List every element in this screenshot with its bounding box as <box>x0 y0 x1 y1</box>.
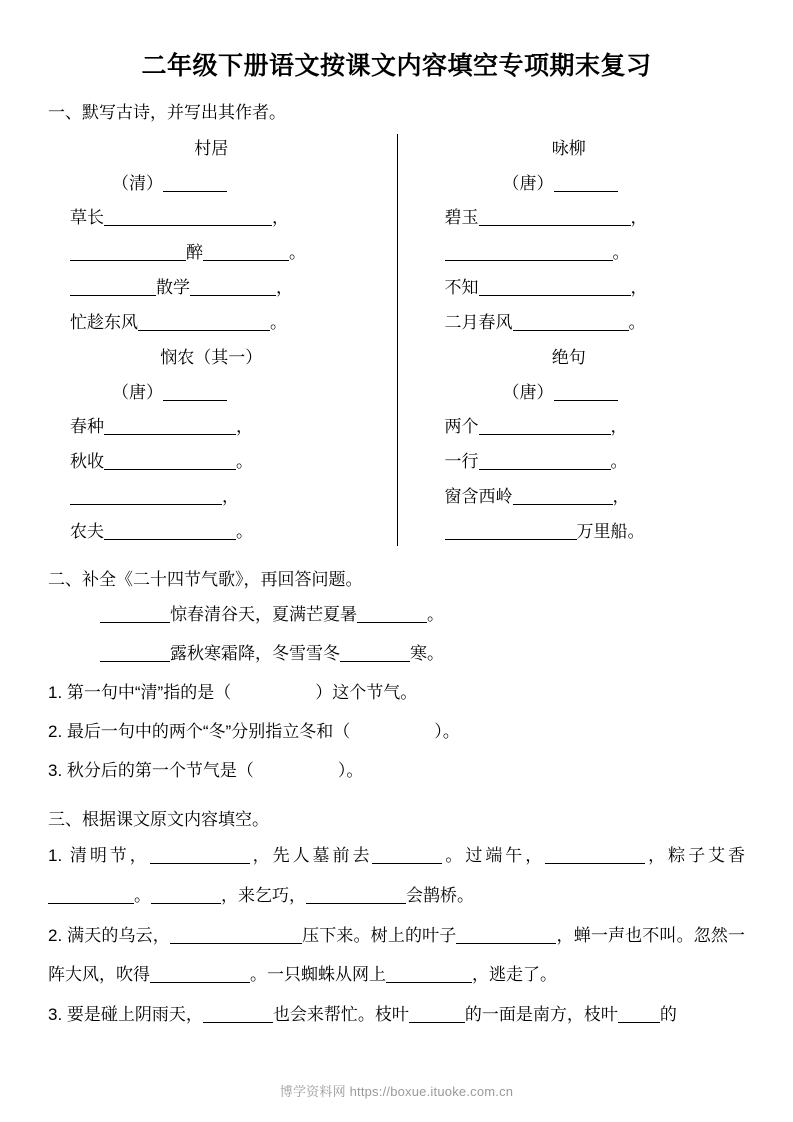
poem-line-prefix: 不知 <box>444 278 479 298</box>
poem-line-punct: 。 <box>289 243 306 263</box>
poem-dynasty: （唐） <box>112 382 163 402</box>
item-text: 3. 要是碰上阴雨天， <box>48 1005 203 1025</box>
poem-line-prefix: 窗含西岭 <box>444 487 513 507</box>
poem-line-punct: ， <box>612 487 630 507</box>
answer-blank[interactable] <box>479 280 631 296</box>
item-text: 。 <box>134 885 151 905</box>
answer-blank[interactable] <box>479 210 631 226</box>
poem-line-punct: 。 <box>610 452 628 472</box>
poem-author-line <box>70 376 387 411</box>
section-two-question-3 <box>48 751 745 790</box>
poem-title: 悯农（其一） <box>160 347 263 367</box>
poem-line-punct: 万里船。 <box>576 521 645 541</box>
item-text: 。过端午， <box>442 845 546 865</box>
answer-blank[interactable] <box>340 646 410 662</box>
poem-line-punct: ， <box>630 278 648 298</box>
poem-line-prefix: 二月春风 <box>444 312 513 332</box>
poem-line <box>70 306 387 341</box>
poem-line-prefix: 两个 <box>444 417 479 437</box>
answer-blank[interactable] <box>100 607 170 623</box>
question-suffix: ）。 <box>337 761 364 781</box>
answer-blank[interactable] <box>357 607 427 623</box>
poem-line-punct: ， <box>276 278 293 298</box>
poem-line <box>445 515 736 550</box>
item-text: 会鹊桥。 <box>406 885 474 905</box>
poem-title: 绝句 <box>551 347 586 367</box>
poem-line <box>445 445 736 480</box>
answer-blank[interactable] <box>203 245 289 261</box>
poem-minnong <box>48 341 397 550</box>
answer-blank[interactable] <box>445 245 613 261</box>
answer-blank[interactable] <box>104 419 236 435</box>
poem-line-punct: ， <box>610 417 628 437</box>
answer-blank[interactable] <box>70 489 222 505</box>
poem-line-punct: 。 <box>612 243 630 263</box>
question-prefix: 1. 第一句中“清”指的是（ <box>48 683 232 703</box>
poem-line-mid: 醉 <box>186 243 203 263</box>
song-line-text: 惊春清谷天，夏满芒夏暑 <box>170 605 357 624</box>
answer-blank[interactable] <box>513 315 629 331</box>
poem-yongliu <box>397 132 746 341</box>
answer-blank[interactable] <box>306 888 406 904</box>
song-line-punct: 。 <box>427 605 444 624</box>
answer-blank[interactable] <box>70 245 186 261</box>
poem-title: 咏柳 <box>551 138 586 158</box>
answer-blank[interactable] <box>618 1007 660 1023</box>
item-text: ，蝉一声也不叫。忽然一阵大风，吹得 <box>48 925 746 985</box>
poem-line <box>445 306 736 341</box>
footer-watermark: 博学资料网 https://boxue.ituoke.com.cn <box>279 1084 514 1099</box>
answer-blank[interactable] <box>445 524 577 540</box>
poem-line-prefix: 春种 <box>70 417 104 437</box>
poem-line-prefix: 忙趁东风 <box>70 312 138 332</box>
poem-line-prefix: 草长 <box>70 208 104 228</box>
item-text: 的一面是南方，枝叶 <box>464 1005 618 1025</box>
answer-blank[interactable] <box>190 280 276 296</box>
poem-line-punct: ， <box>222 487 239 507</box>
section-two-question-2 <box>48 712 745 751</box>
answer-blank[interactable] <box>513 489 613 505</box>
song-line-punct: 寒。 <box>410 644 444 664</box>
answer-blank[interactable] <box>138 315 270 331</box>
section-three-heading: 三、根据课文原文内容填空。 <box>48 810 269 830</box>
poem-line <box>70 271 387 306</box>
item-text: 2. 满天的乌云， <box>48 925 170 945</box>
poem-author-line <box>445 376 736 411</box>
answer-blank[interactable] <box>48 888 134 904</box>
item-text: ，粽子艾香 <box>645 845 746 865</box>
poem-line <box>70 410 387 445</box>
answer-blank[interactable] <box>150 967 250 983</box>
answer-blank[interactable] <box>70 280 156 296</box>
question-suffix: ）这个节气。 <box>315 683 418 703</box>
poem-line <box>70 445 387 480</box>
poem-dynasty: （清） <box>112 173 163 193</box>
answer-blank[interactable] <box>104 210 272 226</box>
poem-cunju <box>48 132 397 341</box>
section-three-item-2 <box>48 916 745 996</box>
answer-blank[interactable] <box>479 419 611 435</box>
poem-line-punct: ， <box>236 417 253 437</box>
solar-terms-song-line-2 <box>48 634 745 673</box>
poem-line <box>445 410 736 445</box>
answer-blank[interactable] <box>150 848 250 864</box>
poem-line-mid: 散学 <box>156 278 190 298</box>
poem-line <box>70 201 387 236</box>
item-text: 1. 清明节， <box>48 845 150 865</box>
poem-line-punct: 。 <box>628 312 646 332</box>
section-one-heading: 一、默写古诗，并写出其作者。 <box>48 102 286 122</box>
answer-blank[interactable] <box>104 454 236 470</box>
song-line-text: 露秋寒霜降，冬雪雪冬 <box>170 644 340 664</box>
answer-blank[interactable] <box>386 967 472 983</box>
answer-blank[interactable] <box>100 646 170 662</box>
poem-line <box>70 480 387 515</box>
answer-blank-author[interactable] <box>554 385 618 401</box>
poem-author-line <box>445 167 736 202</box>
question-suffix: ）。 <box>434 722 460 742</box>
poem-line-prefix: 农夫 <box>70 521 104 541</box>
page-title: 二年级下册语文按课文内容填空专项期末复习 <box>141 52 652 80</box>
section-three-item-3 <box>48 995 745 1035</box>
poem-line-punct: ， <box>630 208 648 228</box>
poem-line-prefix: 一行 <box>444 452 479 472</box>
poem-line-punct: ， <box>272 208 289 228</box>
poem-line <box>70 236 387 271</box>
poem-line-prefix: 秋收 <box>70 452 104 472</box>
section-three-item-1 <box>48 836 745 916</box>
answer-blank[interactable] <box>104 524 236 540</box>
answer-blank-author[interactable] <box>163 385 227 401</box>
poem-line-punct: 。 <box>270 312 287 332</box>
poem-line <box>445 201 736 236</box>
section-two-heading: 二、补全《二十四节气歌》，再回答问题。 <box>48 569 363 589</box>
section-two-question-1 <box>48 673 745 712</box>
item-text: 。一只蜘蛛从网上 <box>250 965 386 985</box>
poem-line <box>445 480 736 515</box>
question-prefix: 3. 秋分后的第一个节气是（ <box>48 761 254 781</box>
poem-grid <box>48 132 745 550</box>
poem-author-line <box>70 167 387 202</box>
answer-blank[interactable] <box>151 888 221 904</box>
poem-dynasty: （唐） <box>502 173 554 193</box>
answer-blank-author[interactable] <box>554 176 618 192</box>
answer-blank[interactable] <box>409 1007 465 1023</box>
answer-blank[interactable] <box>479 454 611 470</box>
poem-title: 村居 <box>194 138 229 158</box>
answer-blank[interactable] <box>170 928 302 944</box>
item-text: 也会来帮忙。枝叶 <box>272 1005 409 1025</box>
item-text: ，来乞巧， <box>221 885 306 905</box>
poem-line <box>445 271 736 306</box>
question-prefix: 2. 最后一句中的两个“冬”分别指立冬和（ <box>48 722 351 742</box>
solar-terms-song-line-1 <box>48 595 745 634</box>
item-text: ，逃走了。 <box>472 965 557 985</box>
item-text: 压下来。树上的叶子 <box>301 925 457 945</box>
poem-line-prefix: 碧玉 <box>444 208 479 228</box>
answer-blank[interactable] <box>372 848 442 864</box>
poem-dynasty: （唐） <box>502 382 554 402</box>
poem-column-divider <box>397 134 398 546</box>
answer-blank[interactable] <box>203 1007 273 1023</box>
poem-line <box>70 515 387 550</box>
poem-jueju <box>397 341 746 550</box>
poem-line-punct: 。 <box>236 452 253 472</box>
answer-blank[interactable] <box>456 928 556 944</box>
answer-blank[interactable] <box>545 848 645 864</box>
poem-line <box>445 236 736 271</box>
item-text: 的 <box>659 1005 677 1025</box>
item-text: ，先人墓前去 <box>249 845 373 865</box>
poem-line-punct: 。 <box>236 521 253 541</box>
answer-blank-author[interactable] <box>163 176 227 192</box>
